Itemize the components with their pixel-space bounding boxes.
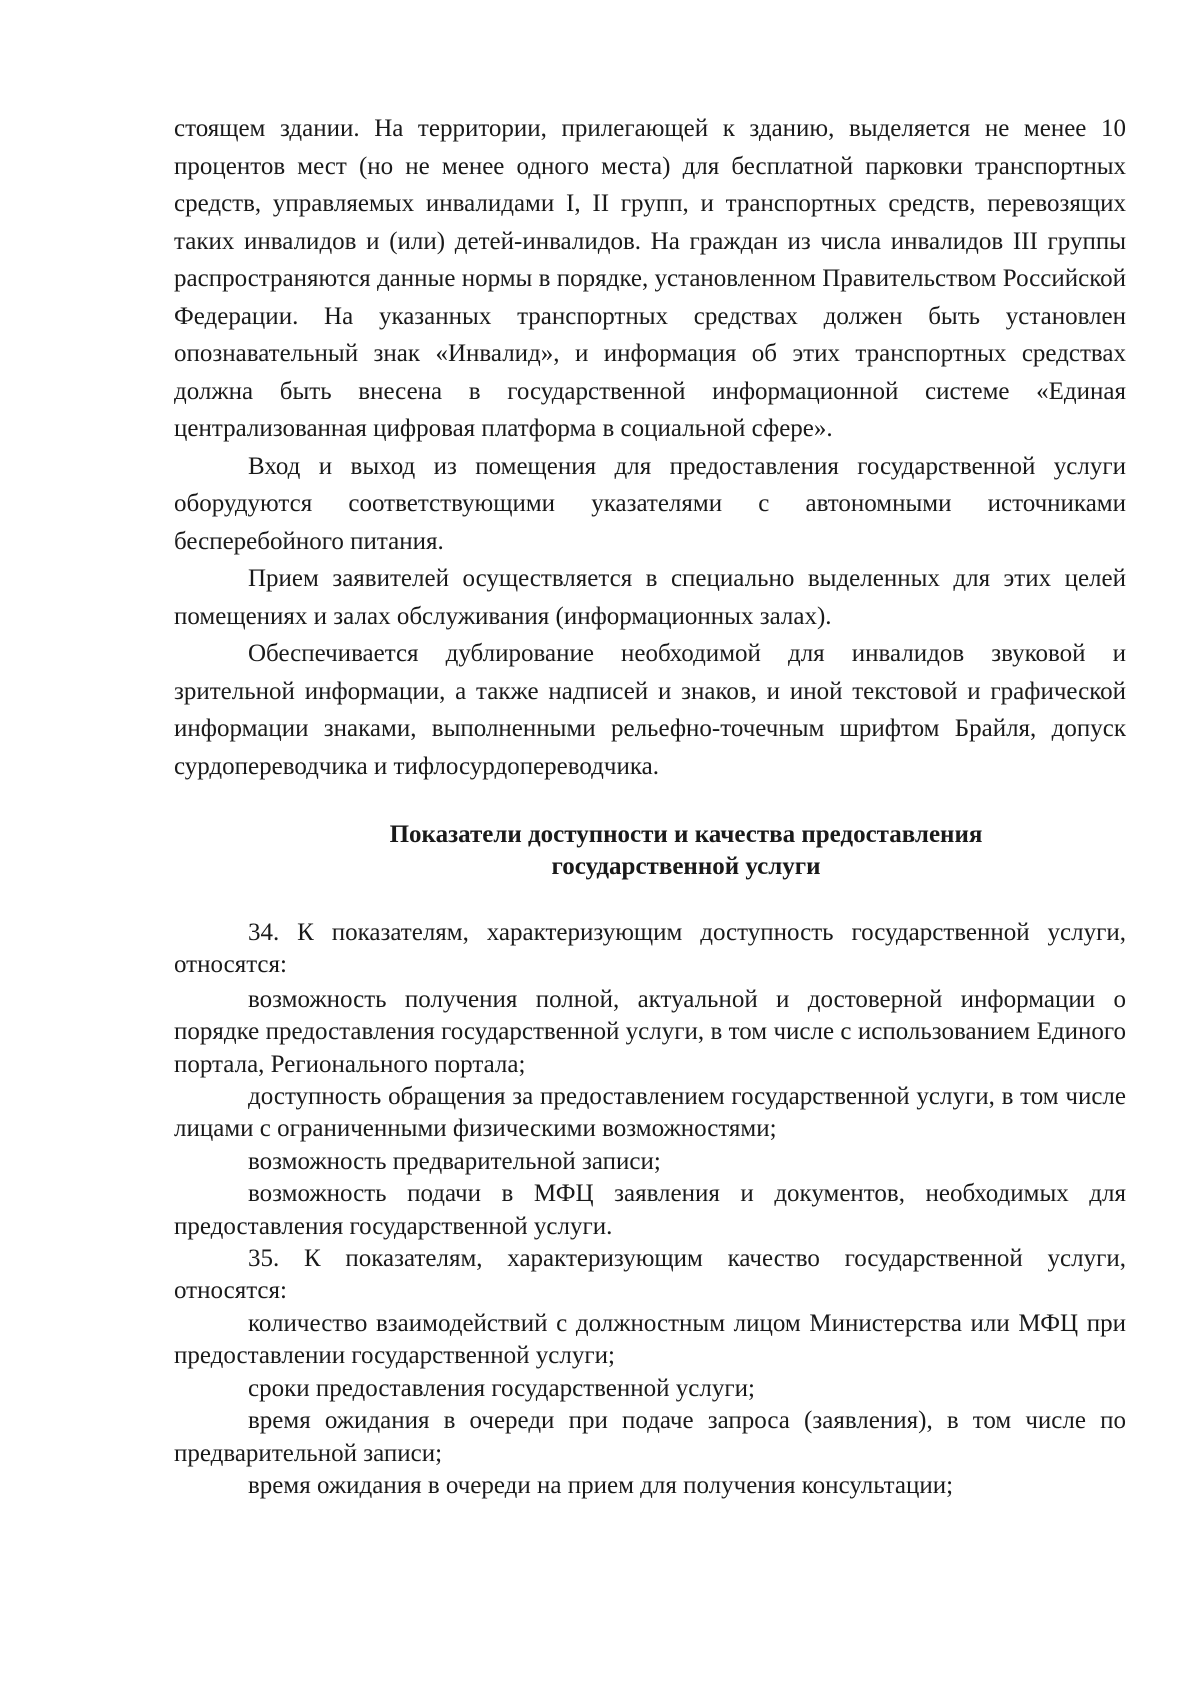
paragraph-braille: Обеспечивается дублирование необходимой для инвалидов звуковой и зрительной информации, а также надписей и знаков, и иной текстовой и графической информации знаками, выполненными рельефно-точечным шрифтом Брайля, допуск сурдопереводчика и тифлосурдопереводчика. — [174, 640, 1126, 780]
list-item: количество взаимодействий с должностным лицом Министерства или МФЦ при предоставлении государственной услуги; — [174, 1309, 1126, 1370]
list-item: время ожидания в очереди на прием для получения консультации; — [248, 1471, 954, 1499]
heading-line-2: государственной услуги — [551, 853, 821, 880]
list-item: сроки предоставления государственной услуги; — [248, 1374, 755, 1402]
paragraph-reception: Прием заявителей осуществляется в специально выделенных для этих целей помещениях и залах обслуживания (информационных залах). — [174, 565, 1126, 630]
paragraph-parking: стоящем здании. На территории, прилегающей к зданию, выделяется не менее 10 процентов мест (но не менее одного места) для бесплатной парковки транспортных средств, управляемых инвалидами I, II групп, и транспортных средств, перевозящих таких инвалидов и (или) детей-инвалидов. На граждан из числа инвалидов III группы распространяются данные нормы в порядке, установленном Правительством Российской Федерации. На указанных транспортных средствах должен быть установлен опознавательный знак «Инвалид», и информация об этих транспортных средствах должна быть внесена в государственной информационной системе «Единая централизованная цифровая платформа в социальной сфере». — [174, 115, 1126, 442]
list-item: возможность подачи в МФЦ заявления и документов, необходимых для предоставления государственной услуги. — [174, 1180, 1126, 1240]
paragraph-35: 35. К показателям, характеризующим качество государственной услуги, относятся: — [174, 1245, 1126, 1305]
document-page — [174, 110, 1126, 1502]
paragraph-34: 34. К показателям, характеризующим доступность государственной услуги, относятся: — [174, 919, 1126, 979]
indicators-section — [174, 917, 1126, 1502]
accessibility-section — [174, 110, 1126, 785]
heading-line-1: Показатели доступности и качества предоставления — [389, 821, 983, 848]
paragraph-entrance: Вход и выход из помещения для предоставления государственной услуги оборудуются соответствующими указателями с автономными источниками бесперебойного питания. — [174, 452, 1126, 555]
section-heading — [174, 819, 1126, 883]
list-item: возможность предварительной записи; — [248, 1147, 661, 1175]
list-item: возможность получения полной, актуальной и достоверной информации о порядке предоставления государственной услуги, в том числе с использованием Единого портала, Регионального портала; — [174, 985, 1126, 1078]
list-item: доступность обращения за предоставлением государственной услуги, в том числе лицами с ограниченными физическими возможностями; — [174, 1083, 1126, 1143]
list-item: время ожидания в очереди при подаче запроса (заявления), в том числе по предварительной записи; — [174, 1407, 1126, 1467]
